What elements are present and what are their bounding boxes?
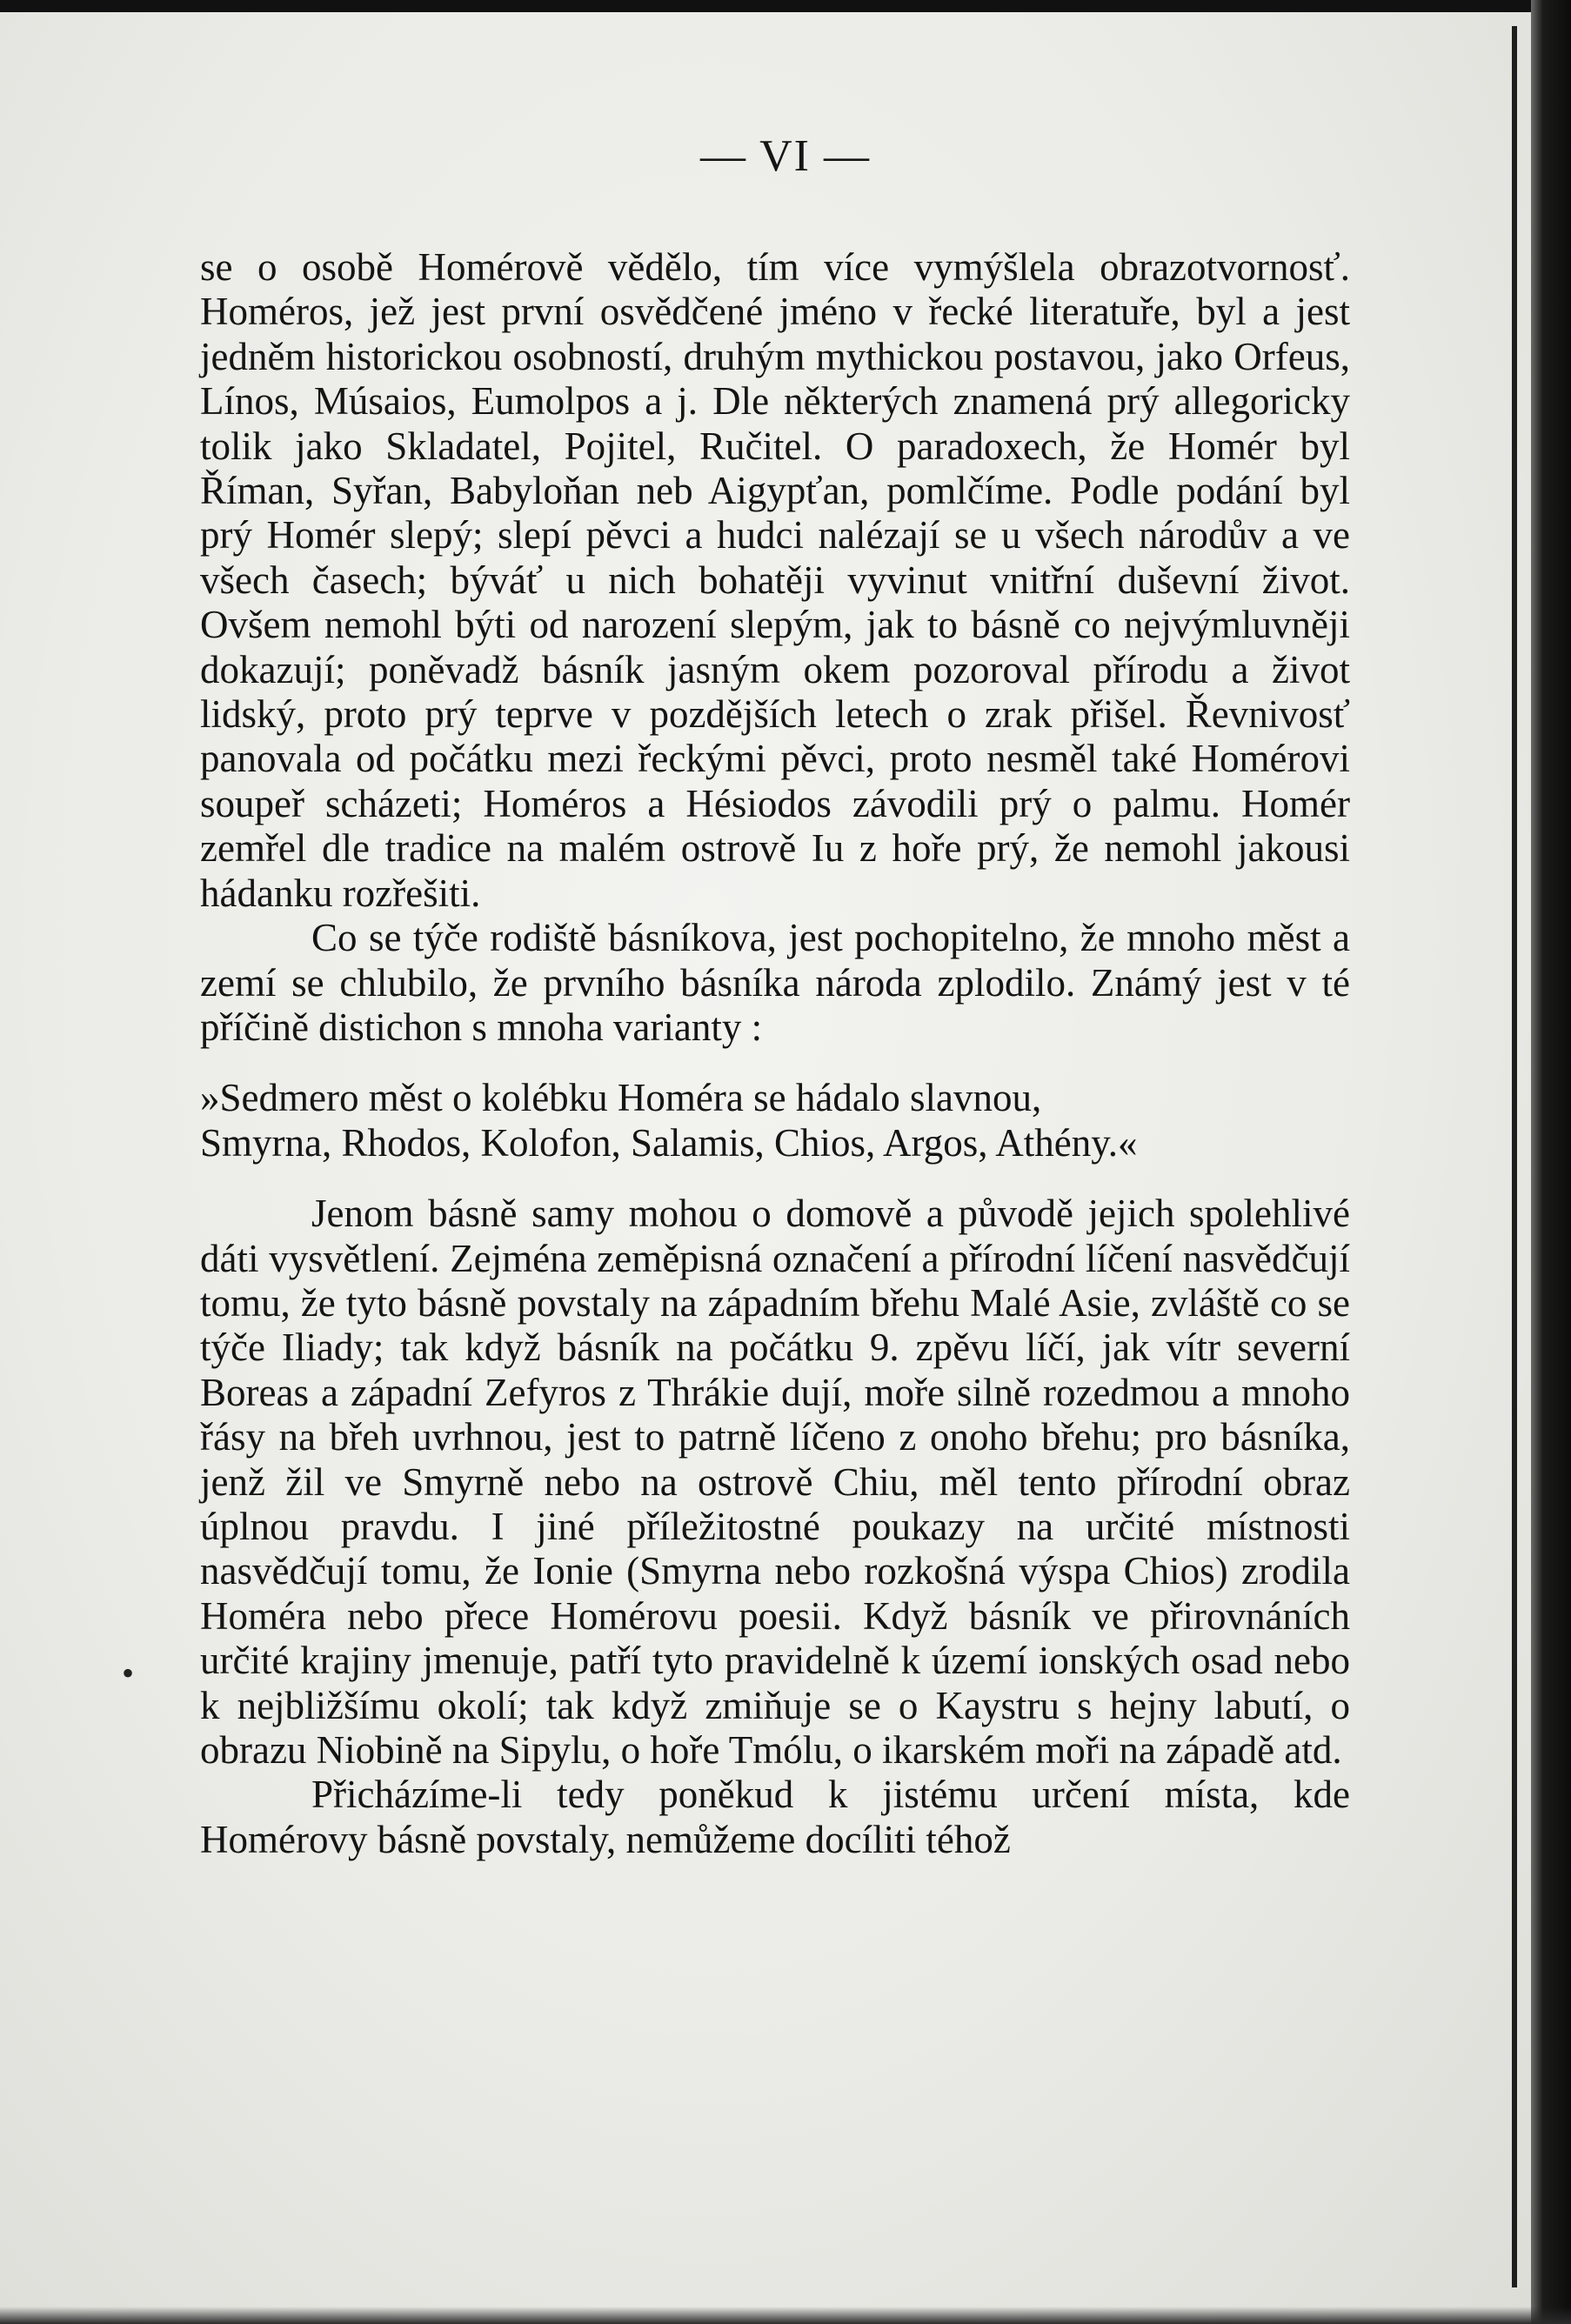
scan-right-margin-line: [1512, 26, 1517, 2287]
verse-line-2: Smyrna, Rhodos, Kolofon, Salamis, Chios, Argos, Athény.«: [200, 1120, 1138, 1165]
scan-top-edge: [0, 0, 1571, 12]
paragraph-1: se o osobě Homérově vědělo, tím více vymýšlela obrazotvornosť. Homéros, jež jest první osvědčené jméno v řecké literatuře, byl a jest jedněm historickou osobností, druhým mythickou postavou, jako Orfeus, Línos, Músaios, Eumolpos a j. Dle některých znamená prý allegoricky tolik jako Skladatel, Pojitel, Ručitel. O paradoxech, že Homér byl Říman, Syřan, Babyloňan neb Aigypťan, pomlčíme. Podle podání byl prý Homér slepý; slepí pěvci a hudci nalézají se u všech národův a ve všech časech; býváť u nich bohatěji vyvinut vnitřní duševní život. Ovšem nemohl býti od narození slepým, jak to básně co nejvýmluvněji dokazují; poněvadž básník jasným okem pozoroval přírodu a život lidský, proto prý teprve v pozdějších letech o zrak přišel. Řevnivosť panovala od počátku mezi řeckými pěvci, proto nesměl také Homérovi soupeř scházeti; Homéros a Hésiodos závodili prý o palmu. Homér zemřel dle tradice na malém ostrově Iu z hoře prý, že nemohl jakousi hádanku rozřešiti.: [200, 245, 1350, 915]
distichon-quote: [200, 1076, 1350, 1165]
body-text: [200, 245, 1350, 1862]
scan-bottom-edge: [0, 2307, 1571, 2324]
verse-line-1: »Sedmero měst o kolébku Homéra se hádalo slavnou,: [200, 1076, 1042, 1120]
paragraph-4: Přicházíme-li tedy poněkud k jistému určení místa, kde Homérovy básně povstaly, nemůžeme docíliti téhož: [200, 1773, 1350, 1861]
margin-speck: •: [122, 1653, 135, 1693]
paragraph-3: Jenom básně samy mohou o domově a původě jejich spolehlivé dáti vysvětlení. Zejména zeměpisná označení a přírodní líčení nasvědčují tomu, že tyto básně povstaly na západním břehu Malé Asie, zvláště co se týče Iliady; tak když básník na počátku 9. zpěvu líčí, jak vítr severní Boreas a západní Zefyros z Thrákie dují, moře silně rozedmou a mnoho řásy na břeh uvrhnou, jest to patrně líčeno z onoho břehu; pro básníka, jenž žil ve Smyrně nebo na ostrově Chiu, měl tento přírodní obraz úplnou pravdu. I jiné příležitostné poukazy na určité místnosti nasvědčují tomu, že Ionie (Smyrna nebo rozkošná výspa Chios) zrodila Homéra nebo přece Homérovu poesii. Když básník ve přirovnáních určité krajiny jmenuje, patří tyto pravidelně k území ionských osad nebo k nejbližšímu okolí; tak když zmiňuje se o Kaystru s hejny labutí, o obrazu Niobině na Sipylu, o hoře Tmólu, o ikarském moři na západě atd.: [200, 1192, 1350, 1772]
scan-right-edge: [1531, 0, 1571, 2324]
paragraph-2: Co se týče rodiště básníkova, jest pochopitelno, že mnoho měst a zemí se chlubilo, že prvního básníka národa zplodilo. Známý jest v té příčině distichon s mnoha varianty :: [200, 916, 1350, 1049]
page-number: — VI —: [700, 131, 871, 181]
